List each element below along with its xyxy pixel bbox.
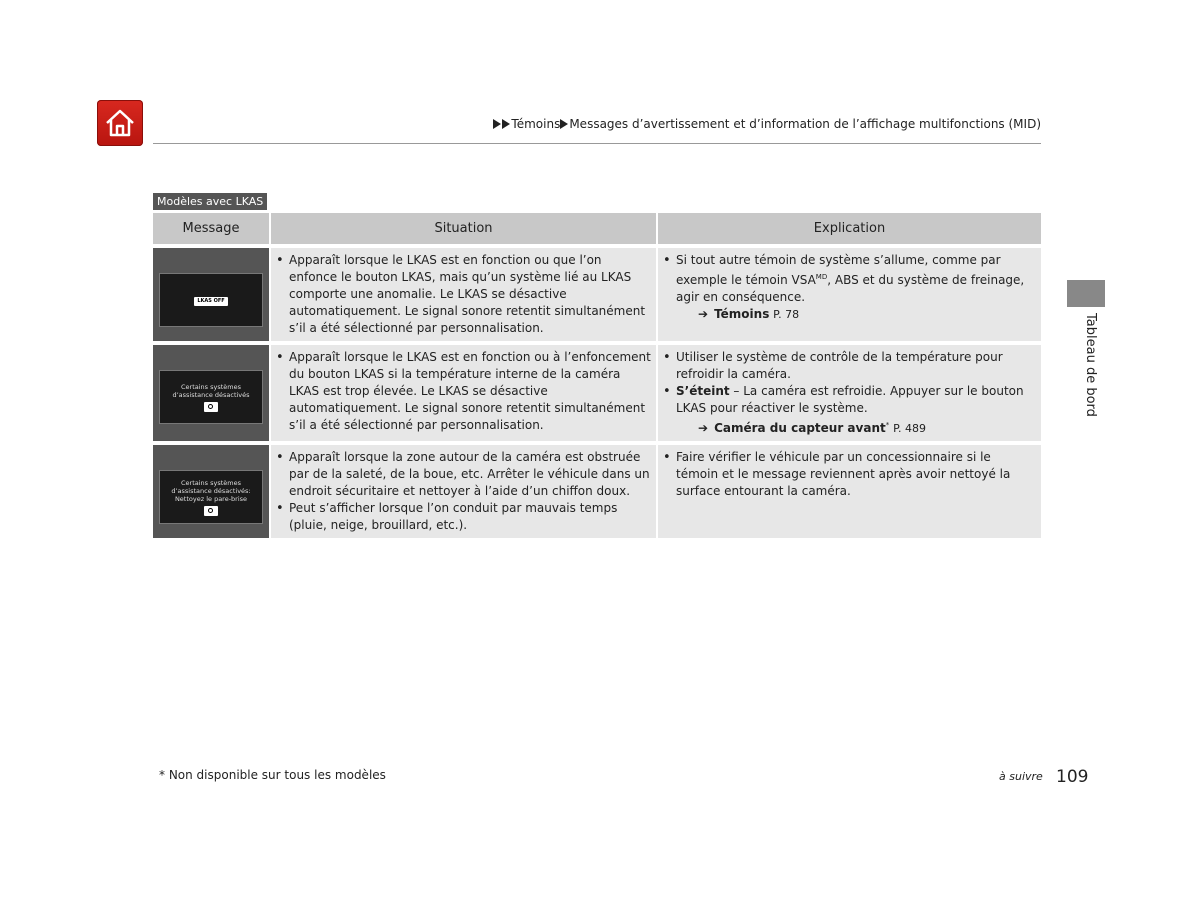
explication-cell [658,244,1041,341]
page-reference[interactable]: ➔ Témoins P. 78 [698,307,800,321]
display-screen: Certains systèmes d’assistance désactivés [159,370,263,424]
column-header-explication: Explication [658,213,1041,244]
models-badge: Modèles avec LKAS [153,193,267,210]
section-tab[interactable] [1067,280,1105,307]
messages-table [153,213,1041,538]
lkas-off-icon: LKAS OFF [194,297,227,306]
situation-cell [271,341,658,441]
list-item: • Apparaît lorsque la zone autour de la caméra est obstruée par de la saleté, de la boue, etc. Arrêter le véhicule dans un endroit sécuritaire et nettoyer à l’aide d’un chiffon doux. [289,449,652,500]
message-image-cell [153,244,271,341]
list-item: • Apparaît lorsque le LKAS est en fonction ou à l’enfoncement du bouton LKAS si la température interne de la caméra LKAS est trop élevée. Le LKAS se désactive automatiquement. Le signal sonore retentit simultanément s’il a été sélectionné par personnalisation. [289,349,652,434]
page-reference[interactable]: ➔ Caméra du capteur avant* P. 489 [698,421,926,435]
list-item: • Apparaît lorsque le LKAS est en fonction ou que l’on enfonce le bouton LKAS, mais qu’un système lié au LKAS comporte une anomalie. Le LKAS se désactive automatiquement. Le signal sonore retentit simultanément s’il a été sélectionné par personnalisation. [289,252,652,337]
breadcrumb-item-messages[interactable]: Messages d’avertissement et d’information de l’affichage multifonctions (MID) [569,117,1041,131]
situation-cell [271,244,658,341]
page-number: 109 [1056,767,1089,787]
table-header-row [153,213,1041,244]
breadcrumb [493,117,1041,131]
reference-arrow-icon: ➔ [698,307,709,321]
footnote: * Non disponible sur tous les modèles [159,768,386,782]
table-row [153,244,1041,341]
chevron-right-icon [502,119,510,129]
table-row [153,341,1041,441]
section-label: Tableau de bord [1083,313,1098,417]
explication-cell [658,341,1041,441]
column-header-situation: Situation [271,213,658,244]
continued-label: à suivre [999,770,1043,783]
display-screen: Certains systèmes d’assistance désactivés: Nettoyez le pare-brise [159,470,263,524]
column-header-message: Message [153,213,271,244]
display-screen [159,273,263,327]
chevron-right-icon [493,119,501,129]
table-row [153,441,1041,538]
list-item: • Utiliser le système de contrôle de la température pour refroidir la caméra. [676,349,1035,383]
breadcrumb-item-temoins[interactable]: Témoins [511,117,561,131]
reference-arrow-icon: ➔ [698,421,709,435]
message-image-cell [153,341,271,441]
camera-icon [204,402,218,412]
explication-cell [658,441,1041,538]
situation-cell [271,441,658,538]
list-item: • S’éteint – La caméra est refroidie. Appuyer sur le bouton LKAS pour réactiver le système. [676,383,1035,417]
list-item: • Faire vérifier le véhicule par un concessionnaire si le témoin et le message reviennent après avoir nettoyé la surface entourant la caméra. [676,449,1035,500]
list-item: • Si tout autre témoin de système s’allume, comme par exemple le témoin $VSA^{MD}$, ABS et du système de freinage, agir en conséquence. [676,252,1035,306]
header-divider [153,143,1041,144]
list-item: • Peut s’afficher lorsque l’on conduit par mauvais temps (pluie, neige, brouillard, etc.). [289,500,652,534]
chevron-right-icon [560,119,568,129]
message-image-cell [153,441,271,538]
camera-icon [204,506,218,516]
home-icon [103,106,137,140]
home-button[interactable] [97,100,143,146]
